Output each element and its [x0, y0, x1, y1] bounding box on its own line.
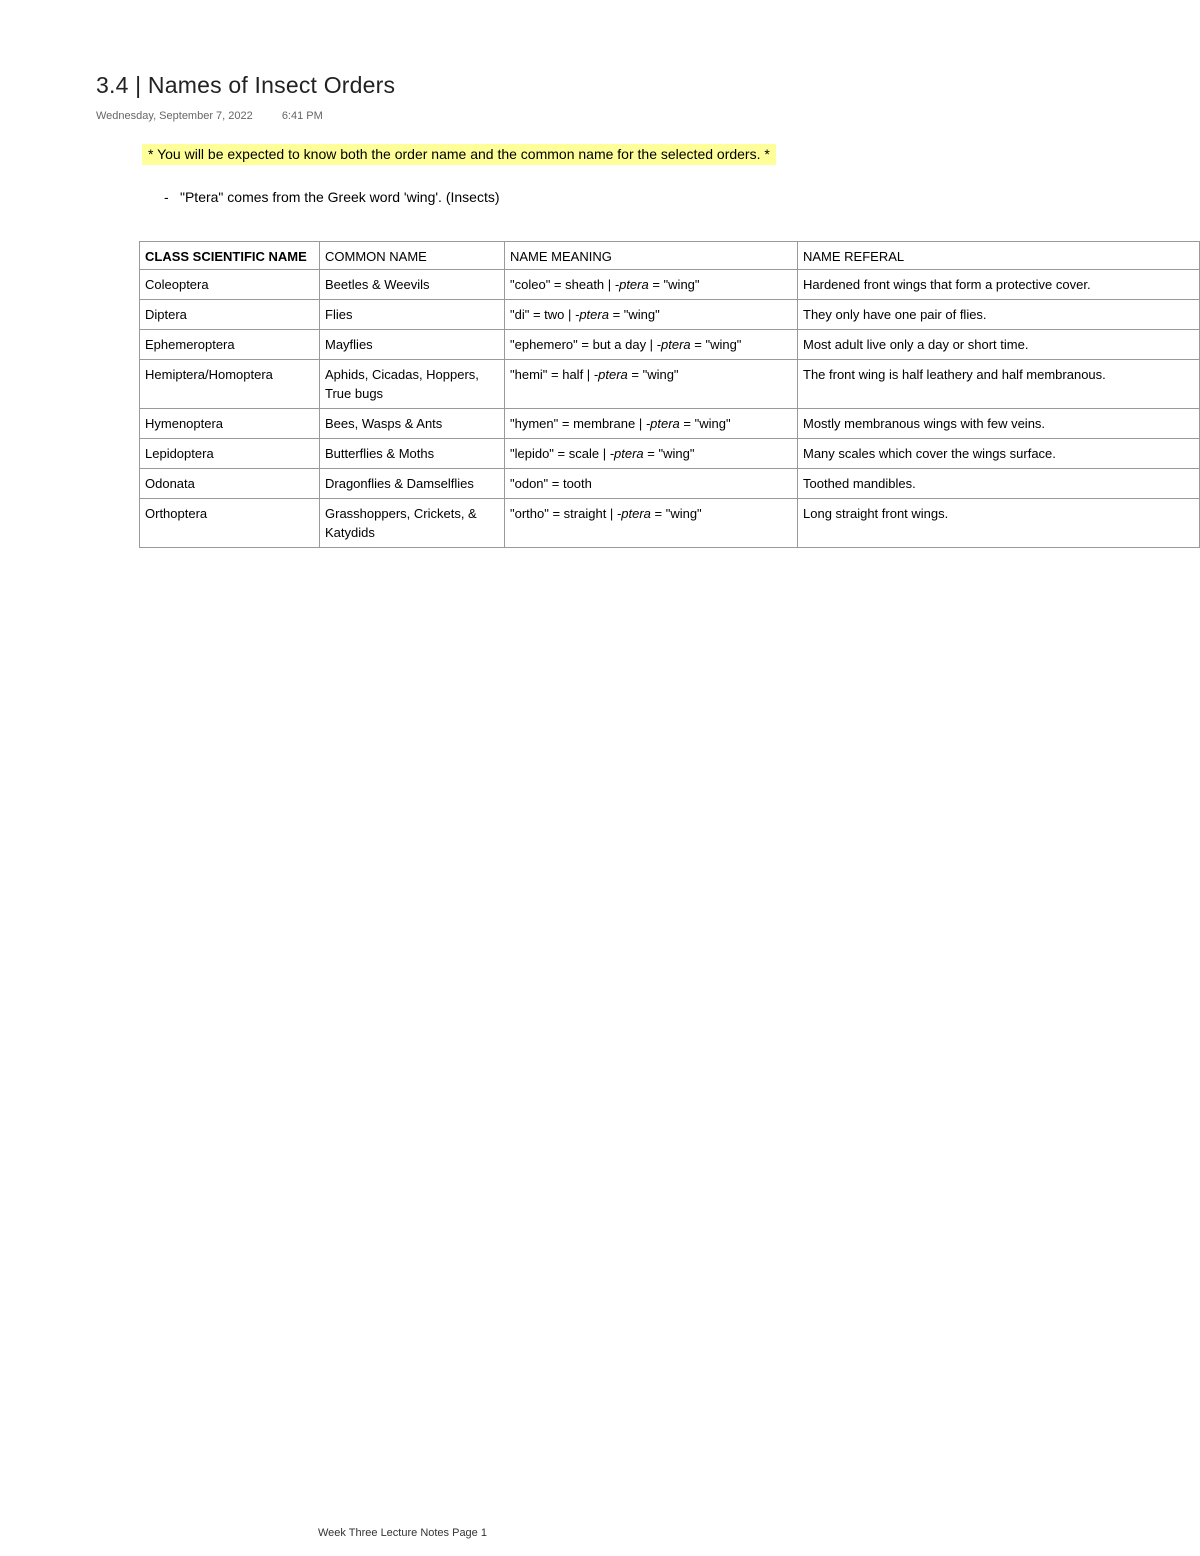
header-name-referal: NAME REFERAL — [798, 242, 1200, 270]
highlighted-note: * You will be expected to know both the order name and the common name for the selected orders. * — [142, 144, 776, 165]
cell-name-referal: They only have one pair of flies. — [798, 300, 1200, 330]
table-row — [140, 330, 1200, 360]
cell-scientific-name: Odonata — [140, 469, 320, 499]
cell-common-name: Grasshoppers, Crickets, & Katydids — [320, 499, 505, 548]
table-row — [140, 469, 1200, 499]
cell-name-meaning: "ephemero" = but a day | -ptera = "wing" — [505, 330, 798, 360]
page-datetime — [96, 110, 323, 122]
cell-name-meaning: "ortho" = straight | -ptera = "wing" — [505, 499, 798, 548]
header-scientific-name: CLASS SCIENTIFIC NAME — [140, 242, 320, 270]
cell-name-referal: Long straight front wings. — [798, 499, 1200, 548]
table-row — [140, 439, 1200, 469]
cell-name-referal: Mostly membranous wings with few veins. — [798, 409, 1200, 439]
cell-common-name: Butterflies & Moths — [320, 439, 505, 469]
table-row — [140, 300, 1200, 330]
table-row — [140, 409, 1200, 439]
page-date: Wednesday, September 7, 2022 — [96, 110, 253, 122]
cell-name-meaning: "odon" = tooth — [505, 469, 798, 499]
table-row — [140, 499, 1200, 548]
table-header-row — [140, 242, 1200, 270]
cell-common-name: Flies — [320, 300, 505, 330]
cell-name-meaning: "hemi" = half | -ptera = "wing" — [505, 360, 798, 409]
table-row — [140, 360, 1200, 409]
cell-common-name: Aphids, Cicadas, Hoppers, True bugs — [320, 360, 505, 409]
cell-name-meaning: "lepido" = scale | -ptera = "wing" — [505, 439, 798, 469]
bullet-text: "Ptera" comes from the Greek word 'wing'. (Insects) — [180, 189, 500, 205]
cell-name-referal: Hardened front wings that form a protective cover. — [798, 270, 1200, 300]
bullet-item — [164, 189, 500, 205]
header-common-name: COMMON NAME — [320, 242, 505, 270]
cell-scientific-name: Hymenoptera — [140, 409, 320, 439]
cell-name-referal: Many scales which cover the wings surface. — [798, 439, 1200, 469]
page-footer: Week Three Lecture Notes Page 1 — [318, 1527, 487, 1539]
cell-common-name: Dragonflies & Damselflies — [320, 469, 505, 499]
cell-scientific-name: Orthoptera — [140, 499, 320, 548]
cell-scientific-name: Diptera — [140, 300, 320, 330]
cell-name-meaning: "di" = two | -ptera = "wing" — [505, 300, 798, 330]
cell-common-name: Beetles & Weevils — [320, 270, 505, 300]
cell-name-meaning: "coleo" = sheath | -ptera = "wing" — [505, 270, 798, 300]
header-name-meaning: NAME MEANING — [505, 242, 798, 270]
insect-orders-table — [139, 241, 1200, 548]
cell-scientific-name: Coleoptera — [140, 270, 320, 300]
cell-common-name: Mayflies — [320, 330, 505, 360]
cell-name-referal: Most adult live only a day or short time. — [798, 330, 1200, 360]
cell-common-name: Bees, Wasps & Ants — [320, 409, 505, 439]
page-title: 3.4 | Names of Insect Orders — [96, 72, 396, 98]
page-time: 6:41 PM — [281, 110, 323, 122]
bullet-marker: - — [164, 189, 169, 205]
cell-scientific-name: Lepidoptera — [140, 439, 320, 469]
cell-name-referal: The front wing is half leathery and half membranous. — [798, 360, 1200, 409]
cell-name-referal: Toothed mandibles. — [798, 469, 1200, 499]
table-row — [140, 270, 1200, 300]
cell-scientific-name: Hemiptera/Homoptera — [140, 360, 320, 409]
cell-name-meaning: "hymen" = membrane | -ptera = "wing" — [505, 409, 798, 439]
cell-scientific-name: Ephemeroptera — [140, 330, 320, 360]
